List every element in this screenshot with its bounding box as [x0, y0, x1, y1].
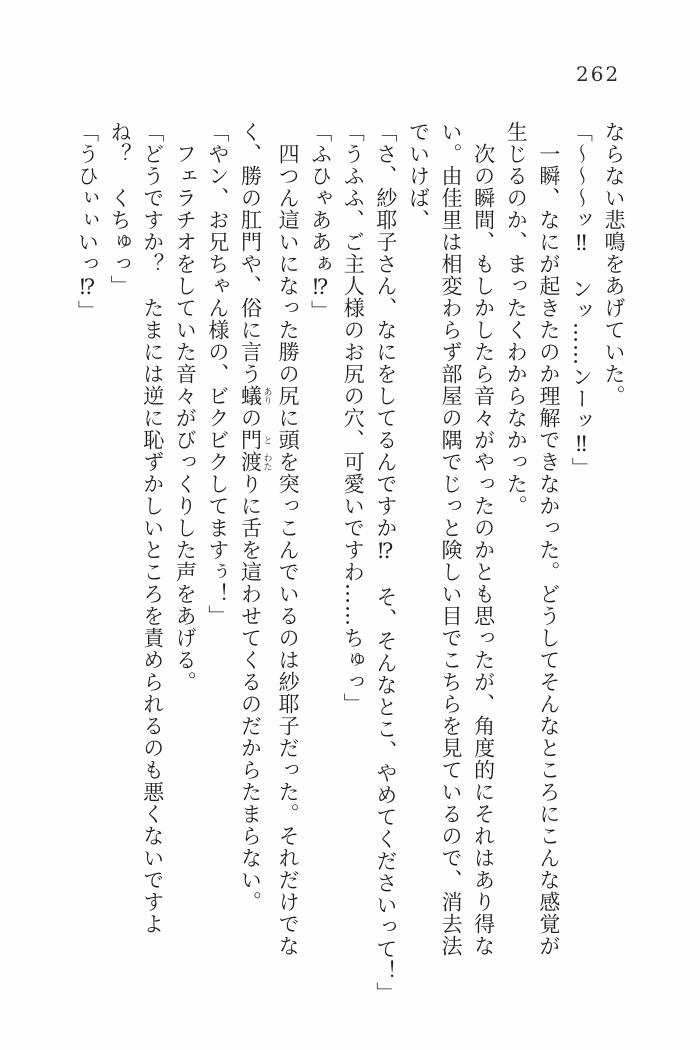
text-line: 「うひぃぃいっ⁉」 — [75, 121, 100, 322]
text-block — [71, 121, 630, 1013]
text-line: 「さ、紗耶子さん、なにをしてるんですか⁉ そ、そんなとこ、やめてくださいって！」 — [373, 121, 398, 1004]
text-line: でいけば、 — [406, 121, 431, 231]
text-line: 「〜〜〜ッ‼ ンッ……ンーッ‼」 — [569, 121, 594, 479]
text-line: 一瞬、なにが起きたのか理解できなかった。どうしてそんなところにこんな感覚が — [536, 143, 561, 957]
text-line: 「どうですか？ たまには逆に恥ずかしいところを責められるのも悪くないですよ — [140, 121, 165, 935]
text-line: 「うふふ、ご主人様のお尻の穴、可愛いですわ……ちゅっ」 — [341, 121, 366, 715]
ruby-annotated-word: 門 と — [238, 429, 272, 451]
ruby-annotated-word: 蟻 あり — [238, 385, 272, 407]
text-line: ね？ くちゅっ」 — [108, 121, 133, 297]
text-line: 「ふひゃああぁ⁉」 — [308, 121, 333, 322]
page-number: 262 — [576, 62, 621, 86]
ruby-annotated-word: 渡 わた — [238, 451, 272, 473]
text-line: 四つん這いになった勝の尻に頭を突っこんでいるのは紗耶子だった。それだけでな — [276, 143, 301, 957]
text-line: 「やン、お兄ちゃん様の、ビクビクしてますぅ！」 — [205, 121, 230, 627]
text-line: フェラチオをしていた音々がびっくりした声をあげる。 — [173, 143, 198, 693]
text-line: ならない悲鳴をあげていた。 — [602, 121, 626, 407]
text-line: 次の瞬間、もしかしたら音々がやったのかとも思ったが、角度的にそれはあり得な — [471, 143, 496, 957]
text-line: く、勝の肛門や、俗に言う蟻 ありの門 と渡 わたりに舌を這わせてくるのだからたまらない。 — [238, 121, 272, 913]
text-line: い。由佳里は相変わらず部屋の隅でじっと険しい目でこちらを見ているので、消去法 — [439, 121, 464, 957]
text-line: 生じるのか、まったくわからなかった。 — [504, 121, 529, 517]
